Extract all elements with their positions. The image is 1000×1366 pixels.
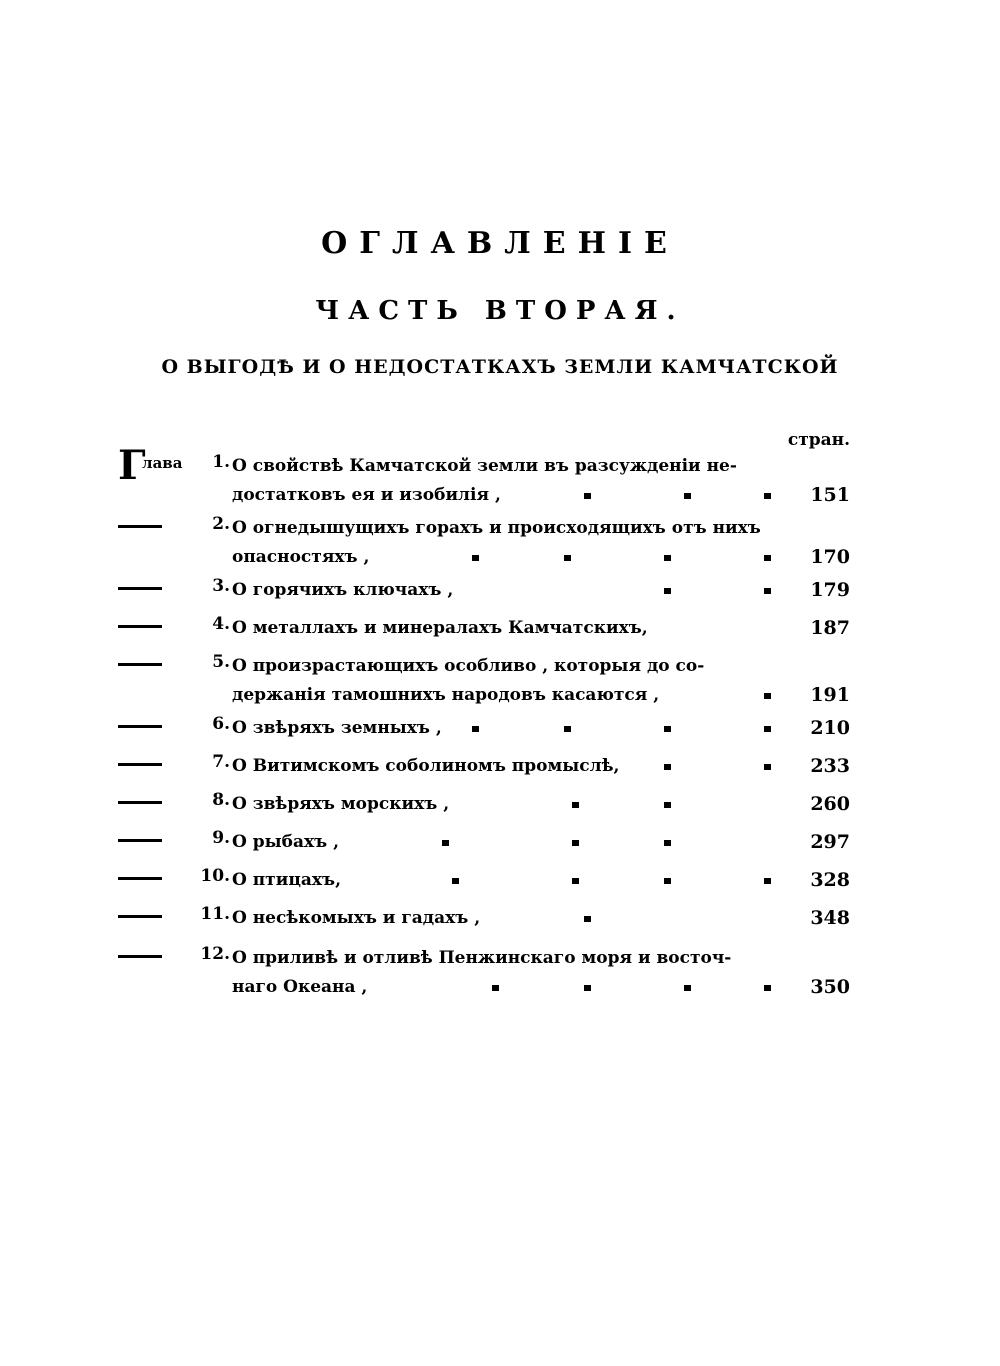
leader-dots: [232, 576, 772, 605]
toc-title: ОГЛАВЛЕНІЕ: [321, 226, 679, 261]
chapter-number: 10.: [200, 866, 230, 886]
dash-mark: [118, 915, 162, 918]
page-number: 187: [810, 617, 850, 639]
chapter-title-line: О птицахъ,: [232, 870, 341, 890]
ditto-dash: [118, 514, 162, 528]
leader-dot: [572, 878, 579, 884]
ditto-dash: [118, 790, 162, 804]
leader-dot: [442, 840, 449, 846]
chapter-word-rest: лава: [142, 454, 183, 472]
dash-mark: [118, 839, 162, 842]
page-number: 151: [810, 484, 850, 506]
leader-dot: [584, 985, 591, 991]
leader-dots: [232, 752, 772, 781]
leader-dot: [584, 493, 591, 499]
chapter-number: 3.: [212, 576, 230, 596]
chapter-title-line: О рыбахъ ,: [232, 832, 340, 852]
ditto-dash: [118, 576, 162, 590]
chapter-number: 12.: [200, 944, 230, 964]
leader-dot: [764, 878, 771, 884]
leader-dot: [764, 588, 771, 594]
leader-dot: [584, 916, 591, 922]
leader-dot: [664, 588, 671, 594]
leader-dots: [232, 828, 772, 857]
leader-dot: [452, 878, 459, 884]
leader-dot: [664, 802, 671, 808]
chapter-title-line: О металлахъ и минералахъ Камчатскихъ,: [232, 618, 648, 638]
page-number: 297: [810, 831, 850, 853]
leader-dot: [472, 726, 479, 732]
chapter-number: 1.: [212, 452, 230, 472]
dash-mark: [118, 877, 162, 880]
chapter-title-line: О звѣряхъ земныхъ ,: [232, 718, 442, 738]
dash-mark: [118, 801, 162, 804]
page-number: 260: [810, 793, 850, 815]
leader-dots: [232, 543, 772, 572]
ditto-dash: [118, 828, 162, 842]
chapter-title-line: О несѣкомыхъ и гадахъ ,: [232, 908, 481, 928]
leader-dots: [232, 904, 772, 933]
dash-mark: [118, 625, 162, 628]
ditto-dash: [118, 714, 162, 728]
chapter-title-line: опасностяхъ ,: [232, 547, 370, 567]
leader-dots: [232, 481, 772, 510]
part-subtitle: О ВЫГОДѢ И О НЕДОСТАТКАХЪ ЗЕМЛИ КАМЧАТСКОЙ: [161, 356, 839, 378]
page-number: 348: [810, 907, 850, 929]
leader-dot: [492, 985, 499, 991]
leader-dot: [664, 878, 671, 884]
leader-dot: [684, 985, 691, 991]
ditto-dash: [118, 944, 162, 958]
chapter-title-line: О произрастающихъ особливо , которыя до со-: [232, 656, 705, 676]
page-number: 328: [810, 869, 850, 891]
leader-dots: [232, 790, 772, 819]
chapter-number: 11.: [200, 904, 230, 924]
leader-dot: [564, 555, 571, 561]
leader-dot: [764, 555, 771, 561]
chapter-title-line: держанія тамошнихъ народовъ касаются ,: [232, 685, 660, 705]
dash-mark: [118, 663, 162, 666]
leader-dot: [664, 555, 671, 561]
page-number: 170: [810, 546, 850, 568]
chapter-title-line: О свойствѣ Камчатской земли въ разсужденіи не-: [232, 456, 737, 476]
chapter-title: [232, 614, 772, 643]
leader-dot: [664, 764, 671, 770]
ditto-dash: [118, 614, 162, 628]
leader-dot: [472, 555, 479, 561]
leader-dot: [764, 726, 771, 732]
leader-dot: [664, 726, 671, 732]
page-number: 191: [810, 684, 850, 706]
chapter-title-line: О Витимскомъ соболиномъ промыслѣ,: [232, 756, 620, 776]
leader-dot: [764, 764, 771, 770]
dash-mark: [118, 725, 162, 728]
leader-dots: [232, 866, 772, 895]
leader-dots: [232, 714, 772, 743]
leader-dot: [664, 840, 671, 846]
dash-mark: [118, 587, 162, 590]
page-number: 350: [810, 976, 850, 998]
leader-dot: [764, 985, 771, 991]
leader-dot: [684, 493, 691, 499]
page-number: 233: [810, 755, 850, 777]
chapter-title-line: О огнедышущихъ горахъ и происходящихъ отъ нихъ: [232, 518, 761, 538]
dash-mark: [118, 763, 162, 766]
chapter-number: 9.: [212, 828, 230, 848]
leader-dot: [572, 802, 579, 808]
chapter-title-line: наго Океана ,: [232, 977, 368, 997]
page-number: 179: [810, 579, 850, 601]
page-column-label: стран.: [787, 430, 850, 450]
page-number: 210: [810, 717, 850, 739]
chapter-number: 8.: [212, 790, 230, 810]
leader-dot: [764, 693, 771, 699]
leader-dots: [232, 973, 772, 1002]
leader-dot: [764, 493, 771, 499]
chapter-word-initial: Г: [118, 442, 146, 489]
ditto-dash: [118, 866, 162, 880]
leader-dot: [564, 726, 571, 732]
ditto-dash: [118, 752, 162, 766]
chapter-title-line: О горячихъ ключахъ ,: [232, 580, 454, 600]
chapter-number: 7.: [212, 752, 230, 772]
part-title: ЧАСТЬ ВТОРАЯ.: [315, 296, 685, 326]
chapter-number: 6.: [212, 714, 230, 734]
chapter-title-line: О приливѣ и отливѣ Пенжинскаго моря и восточ-: [232, 948, 732, 968]
dash-mark: [118, 525, 162, 528]
ditto-dash: [118, 652, 162, 666]
leader-dot: [572, 840, 579, 846]
dash-mark: [118, 955, 162, 958]
leader-dots: [232, 681, 772, 710]
chapter-title-line: достатковъ ея и изобилія ,: [232, 485, 501, 505]
chapter-number: 4.: [212, 614, 230, 634]
ditto-dash: [118, 904, 162, 918]
chapter-number: 2.: [212, 514, 230, 534]
chapter-number: 5.: [212, 652, 230, 672]
chapter-title-line: О звѣряхъ морскихъ ,: [232, 794, 450, 814]
